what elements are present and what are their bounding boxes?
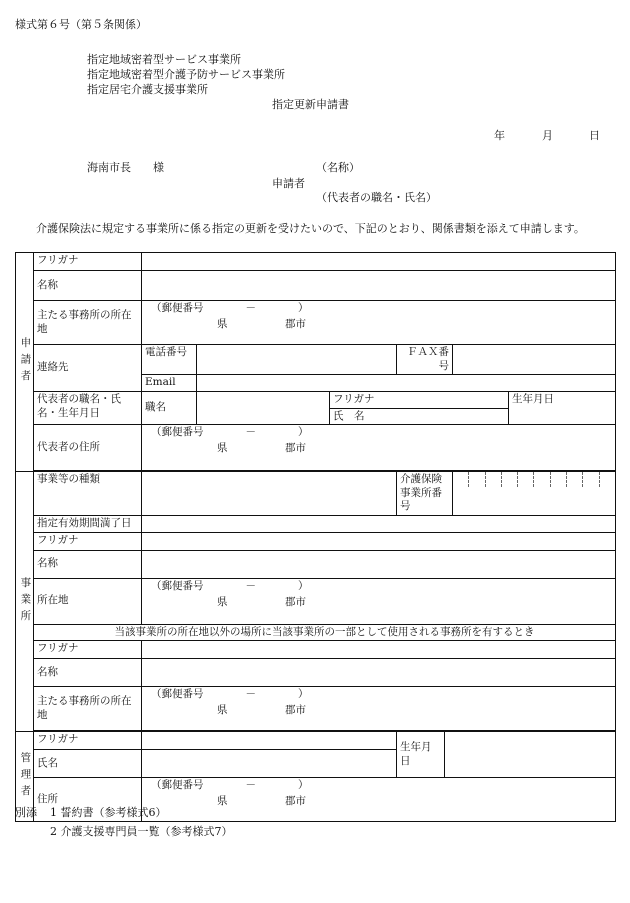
applicant-furigana-field[interactable] xyxy=(142,253,616,271)
section-business: 事業所 xyxy=(16,472,34,732)
rep-address-label: 代表者の住所 xyxy=(34,425,142,471)
prefecture-label: 県 xyxy=(217,318,228,330)
applicant-rep-label: （代表者の職名・氏名） xyxy=(316,191,437,204)
attachment-1: 1 誓約書（参考様式6） xyxy=(50,806,167,819)
date-day: 日 xyxy=(589,129,600,142)
rep-full-name-label: 氏 名 xyxy=(330,408,509,425)
business-location-field[interactable] xyxy=(142,578,616,624)
postal-label: （郵便番号 － ） xyxy=(151,302,309,314)
city-label: 郡市 xyxy=(285,704,306,717)
city-label: 郡市 xyxy=(285,595,306,608)
manager-address-field[interactable] xyxy=(142,778,616,822)
rep-address-field[interactable] xyxy=(142,425,616,471)
manager-address-label: 住所 xyxy=(34,778,142,822)
applicant-label: 申請者 xyxy=(272,177,305,190)
business-type-3: 指定居宅介護支援事業所 xyxy=(87,83,208,96)
addressee: 海南市長 様 xyxy=(87,161,164,174)
manager-furigana-label: フリガナ xyxy=(34,732,142,750)
business-furigana-field[interactable] xyxy=(142,532,616,550)
phone-label: 電話番号 xyxy=(142,345,197,375)
insurance-number-field[interactable] xyxy=(453,472,616,516)
intro-text: 介護保険法に規定する事業所に係る指定の更新を受けたいので、下記のとおり、関係書類を添えて申請します。 xyxy=(36,222,585,235)
sub-office-location-label: 主たる事務所の所在地 xyxy=(34,687,142,731)
city-label: 郡市 xyxy=(285,318,306,330)
expiry-label: 指定有効期間満了日 xyxy=(34,516,142,533)
prefecture-label: 県 xyxy=(217,795,228,808)
business-type-label: 事業等の種類 xyxy=(34,472,142,516)
prefecture-label: 県 xyxy=(217,442,228,455)
city-label: 郡市 xyxy=(285,442,306,455)
section-applicant: 申請者 xyxy=(16,253,34,472)
sub-office-name-field[interactable] xyxy=(142,659,616,687)
document-title: 指定更新申請書 xyxy=(272,98,349,111)
fax-label: ＦＡＸ番号 xyxy=(397,345,453,375)
business-type-field[interactable] xyxy=(142,472,397,516)
sub-office-furigana-field[interactable] xyxy=(142,641,616,659)
prefecture-label: 県 xyxy=(217,704,228,717)
postal-label: （郵便番号 － ） xyxy=(151,779,309,792)
postal-label: （郵便番号 － ） xyxy=(151,688,309,701)
business-type-2: 指定地域密着型介護予防サービス事業所 xyxy=(87,68,285,81)
date-month: 月 xyxy=(542,129,553,142)
sub-office-name-label: 名称 xyxy=(34,659,142,687)
manager-name-field[interactable] xyxy=(142,750,397,778)
post-field[interactable] xyxy=(197,391,330,424)
name-label: 名称 xyxy=(34,271,142,301)
manager-birthdate-label: 生年月日 xyxy=(397,732,445,778)
sub-office-furigana-label: フリガナ xyxy=(34,641,142,659)
applicant-address-field[interactable] xyxy=(142,301,616,345)
rep-info-label: 代表者の職名・氏名・生年月日 xyxy=(34,391,142,424)
manager-name-label: 氏名 xyxy=(34,750,142,778)
contact-label: 連絡先 xyxy=(34,345,142,392)
form-number: 様式第６号（第５条関係） xyxy=(15,18,147,31)
email-label: Email xyxy=(142,375,197,392)
manager-furigana-field[interactable] xyxy=(142,732,397,750)
business-type-1: 指定地域密着型サービス事業所 xyxy=(87,53,241,66)
expiry-field[interactable] xyxy=(142,516,616,533)
attachments-label: 別添 xyxy=(15,806,37,819)
postal-label: （郵便番号 － ） xyxy=(151,426,309,439)
other-office-note: 当該事業所の所在地以外の場所に当該事業所の一部として使用される事務所を有するとき xyxy=(34,624,616,641)
applicant-name-field[interactable] xyxy=(142,271,616,301)
date-year: 年 xyxy=(494,129,505,142)
phone-field[interactable] xyxy=(197,345,397,375)
insurance-number-label: 介護保険事業所番号 xyxy=(397,472,453,516)
attachment-2: 2 介護支援専門員一覧（参考様式7） xyxy=(50,825,233,838)
rep-furigana-label: フリガナ xyxy=(330,391,509,408)
furigana-label: フリガナ xyxy=(34,253,142,271)
post-label: 職名 xyxy=(142,391,197,424)
postal-label: （郵便番号 － ） xyxy=(151,579,309,592)
city-label: 郡市 xyxy=(285,795,306,808)
business-furigana-label: フリガナ xyxy=(34,532,142,550)
manager-birthdate-field[interactable] xyxy=(445,732,616,778)
business-name-label: 名称 xyxy=(34,550,142,578)
application-form-table xyxy=(15,252,616,822)
rep-birthdate-label: 生年月日 xyxy=(509,391,616,424)
applicant-name-label: （名称） xyxy=(316,161,360,174)
business-name-field[interactable] xyxy=(142,550,616,578)
main-office-label: 主たる事務所の所在地 xyxy=(34,301,142,345)
business-location-label: 所在地 xyxy=(34,578,142,624)
sub-office-location-field[interactable] xyxy=(142,687,616,731)
fax-field[interactable] xyxy=(453,345,616,375)
prefecture-label: 県 xyxy=(217,595,228,608)
email-field[interactable] xyxy=(197,375,616,392)
section-manager: 管理者 xyxy=(16,732,34,822)
